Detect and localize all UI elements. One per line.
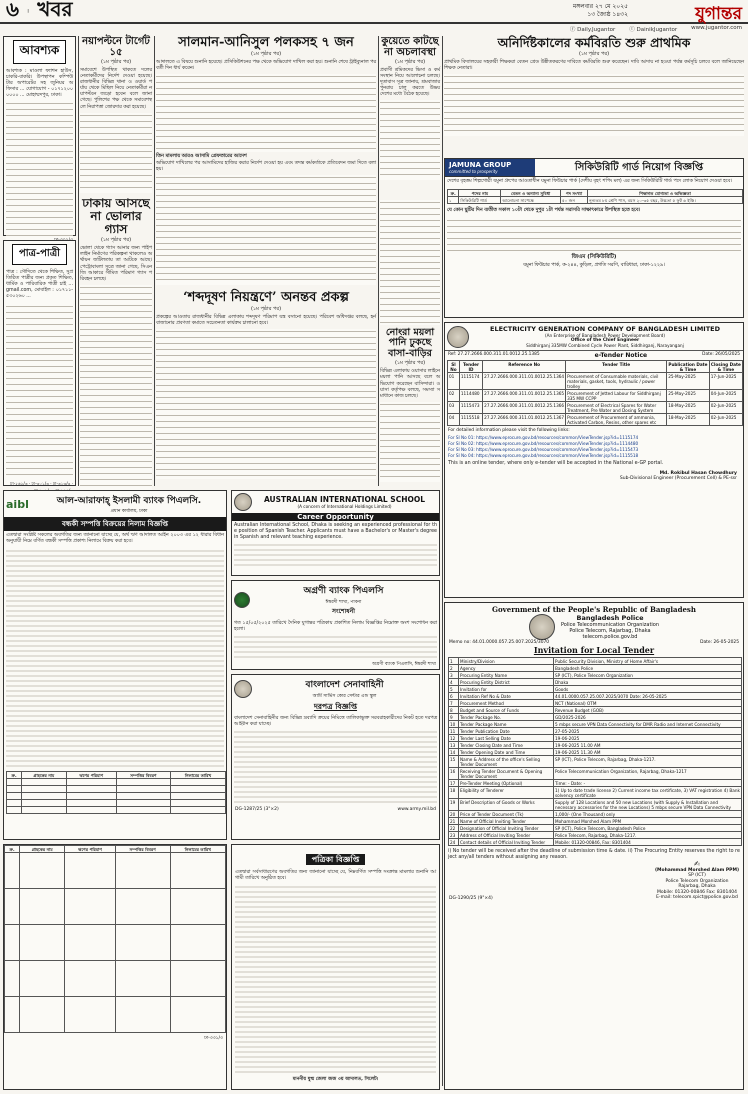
table-cell: Mobile: 01320-00846, Fax: 8301404 [554, 839, 742, 846]
table-cell: 11 [449, 728, 459, 735]
continued-label: (১ম পৃষ্ঠার পর) [394, 59, 426, 65]
masthead [0, 0, 748, 24]
table-row [7, 793, 226, 800]
table-cell: 27-05-2025 [554, 728, 742, 735]
agrani-title: অগ্রণী ব্যাংক পিএলসি [303, 586, 384, 596]
website-link[interactable]: www.jugantor.com [691, 25, 742, 31]
police-special: i) No tender will be received after the deadline of submission time & date. ii) The Procuring Entity reserves the right to reject any/all tenders without assigning any reason. [448, 849, 740, 861]
classified-box [3, 36, 76, 236]
table-cell: Tender Publication Date [459, 728, 554, 735]
table-cell: Revenue Budget (GOB) [554, 707, 742, 714]
table-row [449, 818, 742, 825]
table-row [449, 780, 742, 787]
table-cell: Ministry/Division [459, 658, 554, 665]
table-header: শিক্ষাগত যোগ্যতা ও অভিজ্ঞতা [588, 190, 743, 197]
table-cell: 7 [449, 700, 459, 707]
table-header: নিলামের তারিখ [170, 846, 225, 853]
column-rule [378, 36, 379, 486]
table-cell: Bangladesh Police [554, 665, 742, 672]
table-cell: Tender Last Selling Date [459, 735, 554, 742]
table-cell: Budget and Source of Funds [459, 707, 554, 714]
newspaper-logo: যুগান্তর [695, 4, 742, 24]
table-row [449, 686, 742, 693]
table-row [449, 787, 742, 799]
jamuna-address: যমুনা ফিউচার পার্ক, ক-২৪৪, কুড়িল, প্রগতি সরণি, বারিধারা, ঢাকা-১২২৯। [523, 263, 665, 269]
table-row: 03 1115473 27.27.2666.000.311.01.0012.25.1366 Procurement of Electrical Spares for Water Treatment, Pre Water and Dosing System 18-May-2025 02-Jun-2025 [448, 402, 743, 414]
table-header: ক্র. [448, 190, 459, 197]
table-cell: GD/2025-2026 [554, 714, 742, 721]
table-row [449, 665, 742, 672]
table-header: Reference No [483, 361, 566, 373]
table-cell: Procuring Entity Name [459, 672, 554, 679]
table-header: নিলামের তারিখ [171, 772, 226, 779]
table-header: সম্পত্তির বিবরণ [115, 846, 170, 853]
news-column-5 [444, 36, 744, 154]
matrimonial-title: পাত্র-পাত্রী [12, 244, 67, 265]
table-cell: Name of Official Inviting Tender [459, 818, 554, 825]
army-body: বাংলাদেশ সেনাবাহিনীর জন্য বিভিন্ন দ্রব্যাদি ক্রয়ের নিমিত্তে তালিকাভুক্ত সরবরাহকারীদের নিকট হতে দরপত্র আহ্বান করা যাচ্ছে। [234, 716, 437, 728]
table-cell: Price of Tender Document (Tk) [459, 811, 554, 818]
table-row [449, 672, 742, 679]
table-row [449, 749, 742, 756]
egcb-subtitle: (An Enterprise of Bangladesh Power Development Board) [544, 333, 666, 338]
news-body: বিভিন্ন এলাকায় ওয়াসার লাইনে ময়লা পানি আসছে বলে অভিযোগ করেছেন বাসিন্দারা। ওয়াসা কর্তৃপক্ষ বলছে, সমস্যা সমাধানে কাজ চলছে। [380, 369, 440, 399]
table-row [5, 961, 226, 997]
egcb-links [445, 435, 743, 459]
table-cell: 14 [449, 749, 459, 756]
twitter-link[interactable]: ⓣ DainikJugantor [629, 27, 678, 33]
table-cell: Dhaka [554, 679, 742, 686]
table-cell: 2 [449, 665, 459, 672]
ais-school: AUSTRALIAN INTERNATIONAL SCHOOL [263, 495, 426, 504]
jamuna-address-title: জিএম (সিকিউরিটি) [571, 254, 617, 261]
news-body: সমাবেশে উপস্থিত থাকতে দলের নেতাকর্মীদের নির্দেশ দেওয়া হয়েছে। রাজধানীর বিভিন্ন থানা ও ওয়ার্ড পর্যায় থেকে মিছিল নিয়ে নেতাকর্মীরা নয়াপল্টনে জড়ো হবেন বলে জানা গেছে। পুলিশের পক্ষ থেকে সমাবেশস্থলে নিরাপত্তা জোরদার করা হয়েছে। [80, 68, 152, 110]
table-header: পদের নাম [459, 190, 501, 197]
table-cell: Designation of Official Inviting Tender [459, 825, 554, 832]
agrani-logo-icon [234, 592, 250, 608]
aibl-body: এতদ্বারা সংশ্লিষ্ট সকলের অবগতির জন্য জানানো যাচ্ছে যে, অর্থ ঋণ আদালত আইন ২০০৩ এর ১২ ধারার বিধান অনুযায়ী নিম্নে বর্ণিত বন্ধকী সম্পত্তি প্রকাশ্য নিলামে বিক্রয় করা হবে। [6, 533, 224, 545]
tender-link[interactable]: For Sl No 03: https://www.eprocure.gov.bd/resources/common/ViewTender.jsp?id=1115473 [448, 447, 639, 452]
ad-code: DG-1290/25 (9"×4) [449, 895, 493, 901]
table-cell: 6 [449, 693, 459, 700]
table-row [5, 853, 226, 889]
police-addr: Police Telecom, Rajarbag, Dhaka [569, 628, 651, 634]
agrani-sub: ঈশ্বরদী শাখা, পাবনা [325, 600, 362, 605]
tender-link[interactable]: For Sl No 04: https://www.eprocure.gov.bd/resources/common/ViewTender.jsp?id=1115518 [448, 453, 639, 458]
table-cell: 13 [449, 742, 459, 749]
table-cell: Tender Closing Date and Time [459, 742, 554, 749]
table-cell: Mohammad Morshed Alam PPM [554, 818, 742, 825]
column-rule [442, 36, 443, 1086]
column-rule [78, 36, 79, 486]
table-cell: 44.01.0000.057.25.007.2025/3070 Date: 26-05-2025 [554, 693, 742, 700]
classified-body: আবশ্যক : মাওলা ফ্যাশন হাউস, চাকরি-বাকরি। উপস্থাপন কম্পিউটার অপারেটর সহ জুনিয়র অফিসার ... যোগাযোগ - ০১৭১২০০০০০০ ... মোহাম্মদপুর, ঢাকা। [4, 67, 75, 237]
police-memo-row: Memo no: 44.01.0000.057.25.007.2025/3070 Date: 26-05-2025 [449, 640, 739, 645]
school-crest-icon [234, 493, 252, 511]
agrani-sub2: সংশোধনী [332, 608, 355, 615]
table-row [7, 786, 226, 793]
table-cell: 19-06-2025 [554, 735, 742, 742]
news-column-7 [380, 328, 440, 486]
egcb-table [447, 360, 743, 426]
table-cell: 8 [449, 707, 459, 714]
egcb-info: For detailed information please visit the following links: [448, 428, 570, 433]
ais-career-ad [231, 490, 440, 576]
table-cell: 5 [449, 686, 459, 693]
ais-body: Australian International School, Dhaka is seeking an experienced professional for the position of Spanish Teacher. Applicants must have a Bachelor's or Master's degree in Spanish and relevant teaching experience. [234, 523, 437, 541]
table-row [449, 714, 742, 721]
table-header: পদ সংখ্যা [560, 190, 587, 197]
agrani-body: গত ১৫/০৫/২০২৫ তারিখে দৈনিক যুগান্তর পত্রিকায় প্রকাশিত নিলাম বিজ্ঞপ্তির নিম্নোক্ত অংশ সংশোধন করা হলো। [234, 621, 437, 633]
table-cell: Contact details of Official Inviting Tender [459, 839, 554, 846]
section-name: খবর [37, 0, 73, 21]
table-header: Publication Date & Time [668, 361, 708, 372]
news-column-4b [380, 200, 440, 325]
table-cell: Police Telecommunication Organization, Rajarbag, Dhaka-1217 [554, 768, 742, 780]
table-cell: SP (ICT), Police Telecom Organization [554, 672, 742, 679]
egcb-footer: This is an online tender, where only e-tender will be accepted in the National e-GP portal. [448, 461, 664, 466]
ad-codes: ঢা-২৬২/৩ · ঢা-৩০১/৩ · ঢা-৩১৩/৩ · [10, 481, 73, 487]
table-header: সম্পত্তির বিবরণ [116, 772, 171, 779]
table-cell: আলোচনা সাপেক্ষে [501, 197, 561, 204]
table-row [449, 742, 742, 749]
table-cell: Time: - Date: - [554, 780, 742, 787]
table-cell: 24 [449, 839, 459, 846]
table-cell: Address of Official Inviting Tender [459, 832, 554, 839]
table-row [7, 800, 226, 807]
date-line: ১৩ জ্যৈষ্ঠ ১৪৩২ [587, 11, 628, 18]
table-row [5, 997, 226, 1033]
table-cell: Goods [554, 686, 742, 693]
table-cell: 19-06-2025 11.30 AM [554, 749, 742, 756]
table-row [449, 693, 742, 700]
news-body: ভোলা থেকে গ্যাস আনার জন্য পাইপলাইন নির্মাণের পরিকল্পনা থাকলেও অর্থায়ন জটিলতায় তা আটকে আছে। পেট্রোবাংলা সূত্রে জানা গেছে, সিএনজি আকারে সীমিত পরিমাণ গ্যাস পরিবহন চলছে। [80, 246, 152, 282]
news-body: প্রবাসী শ্রমিকদের ভিসা ও কর্মসংস্থান নিয়ে আলোচনা চলছে। দূতাবাস সূত্র জানায়, শ্রমবাজার পুনরায় চালু করতে উভয় দেশের মধ্যে বৈঠক হয়েছে। [380, 68, 440, 98]
table-cell: 5 mbps secure VPN Data Connectivity for DMR Radio and Internet Connectivity [554, 721, 742, 728]
table-header: Tender Title [566, 361, 667, 373]
table-cell: ৫০ জন [560, 197, 587, 204]
table-cell: ১ [448, 197, 459, 204]
table-row [449, 679, 742, 686]
continued-label: (১ম পৃষ্ঠার পর) [100, 237, 132, 244]
table-row [449, 707, 742, 714]
tender-link[interactable]: For Sl No 01: https://www.eprocure.gov.bd/resources/common/ViewTender.jsp?id=1115174 [448, 435, 639, 440]
table-header: বেতন ও অন্যান্য সুবিধা [501, 190, 561, 197]
aibl-logo: aibl [6, 497, 29, 511]
court-notice [231, 844, 440, 1090]
table-cell: SP (ICT), Police Telecom, Rajarbag, Dhaka-1217. [554, 756, 742, 768]
table-header: Closing Date & Time [710, 361, 741, 372]
table-cell: 1) Up to date trade license 2) Current income tax certificate, 3) VAT registration 4) Bank solvency certificate [555, 787, 740, 798]
table-cell: Invitation Ref No & Date [459, 693, 554, 700]
jamuna-intro: দেশের বৃহত্তম শিল্পগোষ্ঠী যমুনা গ্রুপের আওতাধীন যমুনা ফিউচার পার্ক (দেশীয় বৃহৎ শপিং মল) এর জন্য সিকিউরিটি গার্ড পদে লোক নিয়োগ দেওয়া হবে। [447, 179, 732, 184]
table-header: ক্র. [7, 772, 22, 779]
court-notice-body: এতদ্বারা সর্বসাধারণের অবগতির জন্য জানানো যাচ্ছে যে, নিম্নবর্ণিত সম্পত্তি সংক্রান্ত মামলার শুনানি আগামী তারিখে অনুষ্ঠিত হবে। [235, 870, 436, 882]
date-line: মঙ্গলবার ২৭ মে ২০২৫ [572, 3, 628, 10]
masthead-date [573, 3, 628, 19]
news-headline: ‘শব্দদূষণ নিয়ন্ত্রণে’ অনন্তব প্রকল্প [183, 289, 349, 305]
news-headline: নোংরা ময়লা পানি ঢুকছে বাসা-বাড়ির [385, 327, 435, 359]
table-header: Tender ID [459, 361, 482, 373]
egcb-title: ELECTRICITY GENERATION COMPANY OF BANGLADESH LIMITED [490, 325, 720, 333]
news-column-2 [80, 36, 152, 486]
news-headline: কুয়েতে কাটছে না অচলাবস্থা [381, 36, 439, 58]
ais-sub: (A concern of International Holdings Limited) [297, 504, 392, 509]
news-body: আদালতে এ বিষয়ে শুনানি হয়েছে। প্রসিকিউশনের পক্ষ থেকে অভিযোগ দাখিল করা হয়। শুনানি শেষে ট্রাইব্যুনাল পরবর্তী দিন ধার্য করেন। [156, 60, 376, 72]
news-body: প্রকল্পের আওতায় রাজধানীর বিভিন্ন এলাকায় শব্দদূষণ পরিমাপ যন্ত্র বসানো হয়েছে। পরিবেশ অধিদপ্তর বলছে, হর্ন বাজানোর প্রবণতা কমাতে সচেতনতা কার্যক্রম চালানো হবে। [156, 315, 376, 327]
agrani-ad [231, 580, 440, 670]
table-cell: 19-06-2025 11.00 AM [554, 742, 742, 749]
table-cell: Tender Opening Date and Time [459, 749, 554, 756]
police-gov: Government of the People's Republic of Bangladesh [492, 605, 696, 614]
aibl-table [6, 771, 226, 814]
matrimonial-body: পাত্র : সৌদিতে থেকে শিক্ষিত, সুপ্রতিষ্ঠিত পাত্রীর জন্য প্রকৃত শিক্ষিত, ধার্মিক ও পারিবারিক পাত্রী চাই ... gmail.com, মোবাইল : ০১৭১১-৫৩০২৬০ ... [6, 270, 73, 300]
police-tender-table [448, 657, 742, 846]
tender-link[interactable]: For Sl No 02: https://www.eprocure.gov.bd/resources/common/ViewTender.jsp?id=1114480 [448, 441, 639, 446]
police-org: Police Telecommunication Organization [560, 622, 660, 628]
table-cell: Receiving Tender Document & Opening Tender Document [459, 768, 554, 780]
aibl-address: প্রধান কার্যালয়, ঢাকা [110, 509, 148, 514]
continued-label: (১ম পৃষ্ঠার পর) [578, 50, 610, 57]
egcb-signature: Md. Rokibul Hasan Chowdhury Sub-Divisional Engineer (Procurement Cell) & PE-ssr [619, 471, 737, 482]
continued-label: (১ম পৃষ্ঠার পর) [394, 360, 426, 367]
police-signature-block: DG-1290/25 (9"×4) ✍ (Mohammad Morshed Alam PPM) SP (ICT) Police Telecom Organization Rajarbag, Dhaka Mobile: 01320-00846 Fax: 8301404 E-mail: telecom.spict@police.gov.bd [449, 860, 739, 901]
army-tender-ad [231, 674, 440, 840]
table-header: গ্রাহকের নাম [20, 846, 65, 853]
table-cell: 1,000/- (One Thousand) only [554, 811, 742, 818]
table-row [449, 721, 742, 728]
jamuna-title: সিকিউরিটি গার্ড নিয়োগ বিজ্ঞপ্তি [574, 162, 704, 173]
table-cell: 22 [449, 825, 459, 832]
table-row [449, 735, 742, 742]
table-row [449, 658, 742, 665]
table-cell: নূন্যতম ৮ম শ্রেণি পাস, বয়স ২০-৩৫ বছর, উচ্চতা ৫ ফুট ৬ ইঞ্চি। [588, 197, 743, 204]
column-rule [154, 36, 155, 486]
police-title: Invitation for Local Tender [533, 645, 655, 655]
table-cell: Public Security Division, Ministry of Home Affair's [554, 658, 742, 665]
jamuna-logo: JAMUNA GROUP committed to prosperity [445, 159, 535, 176]
table-cell: 9 [449, 714, 459, 721]
ais-bar: Career Opportunity [232, 513, 439, 521]
table-cell: 1 [449, 658, 459, 665]
table-header: ঋণের পরিমাণ [65, 846, 115, 853]
table-cell: 20 [449, 811, 459, 818]
aibl-bar: বন্ধকী সম্পত্তি বিক্রয়ের নিলাম বিজ্ঞপ্তি [4, 517, 226, 531]
table-cell: Procurement Method [459, 700, 554, 707]
table-row [7, 779, 226, 786]
table-cell: 23 [449, 832, 459, 839]
table-cell: 18 [449, 787, 459, 799]
table-header: ক্র. [5, 846, 20, 853]
table-cell: Procuring Entity District [459, 679, 554, 686]
table-row [449, 839, 742, 846]
police-web[interactable]: telecom.police.gov.bd [582, 634, 638, 640]
jamuna-ad [444, 158, 744, 318]
page-number: ৬ [6, 0, 20, 21]
table-cell: Invitation for [459, 686, 554, 693]
aibl-title: আল-আরাফাহ্ ইসলামী ব্যাংক পিএলসি. [56, 496, 202, 506]
table-row [7, 807, 226, 814]
news-headline: ঢাকায় আসছে না ভোলার গ্যাস [82, 195, 150, 237]
news-column-3 [156, 36, 376, 486]
police-emblem-icon [529, 614, 555, 640]
classified-title: আবশ্যক [13, 40, 67, 64]
table-cell: Brief Description of Goods or Works [459, 799, 554, 811]
army-bar: দরপত্র বিজ্ঞপ্তি [313, 702, 358, 711]
table-header: গ্রাহকের নাম [22, 772, 67, 779]
table-cell: 21 [449, 818, 459, 825]
table-row [449, 700, 742, 707]
army-url[interactable]: www.army.mil.bd [397, 807, 436, 813]
table-cell: 3 [449, 672, 459, 679]
army-sub: আর্মি সার্ভিস কোর সেন্টার এন্ড স্কুল [312, 694, 377, 699]
table-cell: Supply of 128 Locations and 50 new Locations (with Supply & Installation and necessary accessories for the new Locations) 5 mbps secure VPN Data Connectivity [554, 799, 742, 811]
news-body: অভিযোগ দাখিলের পর আসামিদের হাজির করার নির্দেশ দেওয়া হয় এবং তদন্ত কর্মকর্তাকে প্রতিবেদন জমা দিতে বলা হয়। [156, 160, 376, 172]
table-cell: 19 [449, 799, 459, 811]
table-row: 01 1115174 27.27.2666.000.311.01.0012.25.1364 Procurement of Consumable materials, civil materials, gasket, tools, hydraulic / power trolley 25-May-2025 17-Jun-2025 [448, 373, 743, 390]
jamuna-note: যে কোন ছুটির দিন ব্যতীত সকাল ১০টা থেকে দুপুর ১টা পর্যন্ত সরাসরি সাক্ষাৎকারে উপস্থিত হতে হবে। [447, 208, 641, 214]
table-cell: 17 [449, 780, 459, 787]
table-cell: Tender Package Name [459, 721, 554, 728]
table-cell: Police Telecom, Rajarbag, Dhaka-1217. [554, 832, 742, 839]
continued-label: (১ম পৃষ্ঠার পর) [250, 306, 282, 313]
news-headline: সালমান-আনিসুল পলকসহ ৭ জন [178, 35, 354, 50]
table-row [449, 799, 742, 811]
court-notice-title: পত্রিকা বিজ্ঞপ্তি [306, 854, 366, 865]
police-dept: Bangladesh Police [576, 614, 644, 622]
table-cell: 12 [449, 735, 459, 742]
table-cell: SP (ICT), Police Telecom, Bangladesh Police [554, 825, 742, 832]
army-title: বাংলাদেশ সেনাবাহিনী [305, 680, 384, 690]
facebook-link[interactable]: ⓕ Daily.Jugantor [569, 27, 616, 33]
continued-label: (১ম পৃষ্ঠার পর) [100, 59, 132, 65]
table-cell: NCT (National) OTM [554, 700, 742, 707]
news-headline: অনির্দিষ্টকালের কর্মবিরতি শুরু প্রাথমিক [497, 35, 691, 50]
table-header: Sl No [448, 361, 460, 373]
table-cell: Tender Package No. [459, 714, 554, 721]
continued-label: (১ম পৃষ্ঠার পর) [250, 51, 282, 58]
table-row [449, 728, 742, 735]
table-cell: Name & Address of the office's Selling Tender Document [459, 756, 554, 768]
news-body: প্রাথমিক বিদ্যালয়ের সহকারী শিক্ষকরা বেতন গ্রেড উন্নীতকরণের দাবিতে কর্মবিরতি শুরু করেছেন। দাবি আদায় না হওয়া পর্যন্ত কর্মসূচি চলবে বলে জানিয়েছেন শিক্ষক নেতারা। [444, 59, 744, 71]
table-row: 04 1115518 27.27.2666.000.311.01.0012.25.1367 Procurement of Procurement of ammonia, Activated Carbon, Resins, other spares etc 18-May-2025 02-Jun-2025 [448, 414, 743, 426]
egcb-ref-row: Ref: 27.27.2666.000.311.01.0012.25.1385 e-Tender Notice Date: 26/05/2025 [445, 350, 743, 360]
army-emblem-icon [234, 680, 252, 698]
table-row [449, 811, 742, 818]
table-cell: Eligibility of Tenderer [459, 787, 554, 799]
table-cell: সিকিউরিটি গার্ড [459, 197, 501, 204]
social-bar [440, 25, 748, 34]
table-cell: 16 [449, 768, 459, 780]
jamuna-table [447, 189, 743, 204]
auction-table [4, 845, 226, 1033]
egcb-logo-icon [447, 326, 469, 348]
table-row [449, 756, 742, 768]
egcb-tender-ad [444, 322, 744, 598]
table-row [5, 925, 226, 961]
egcb-subtitle: Siddhirganj 335MW Combined Cycle Power Plant, Siddhirganj, Narayanganj [526, 343, 684, 348]
court-notice-footer: মাননীয় যুগ্ম জেলা জজ ৩য় আদালত, সিলেট। [292, 1077, 379, 1083]
table-cell: 15 [449, 756, 459, 768]
page-section-title: ৬ | খবর [0, 0, 90, 28]
table-cell: Agency [459, 665, 554, 672]
table-row [449, 825, 742, 832]
army-footer: DG-1287/25 (3"×2) www.army.mil.bd [235, 807, 436, 813]
table-row: 02 1114480 27.27.2666.000.311.01.0012.25.1365 Procurement of Jetted Labour for Siddhirganj 335 MW CCPP 25-May-2025 04-Jun-2025 [448, 390, 743, 402]
table-row [449, 768, 742, 780]
table-row [5, 889, 226, 925]
news-subhead: তিন মামলায় আরও আসামি গ্রেফতারের আদেশ [156, 154, 247, 160]
table-cell: 10 [449, 721, 459, 728]
table-row [449, 832, 742, 839]
egcb-subtitle: Office of the Chief Engineer [570, 338, 640, 343]
news-headline: নয়াপল্টনে টার্গেট ১৫ [82, 36, 150, 58]
auction-table-box [3, 844, 227, 1090]
ad-code: ঢা-৩৩১/৩ [204, 1036, 223, 1041]
table-row [448, 197, 743, 204]
police-tender-ad [444, 602, 744, 1090]
table-cell: Pre-Tender Meeting (Optional) [459, 780, 554, 787]
aibl-ad [3, 490, 227, 840]
matrimonial-box [3, 240, 76, 486]
agrani-sign: অগ্রণী ব্যাংক পিএলসি, ঈশ্বরদী শাখা [372, 662, 436, 668]
news-column-4 [380, 36, 440, 196]
table-cell: 4 [449, 679, 459, 686]
table-header: ঋণের পরিমাণ [66, 772, 116, 779]
